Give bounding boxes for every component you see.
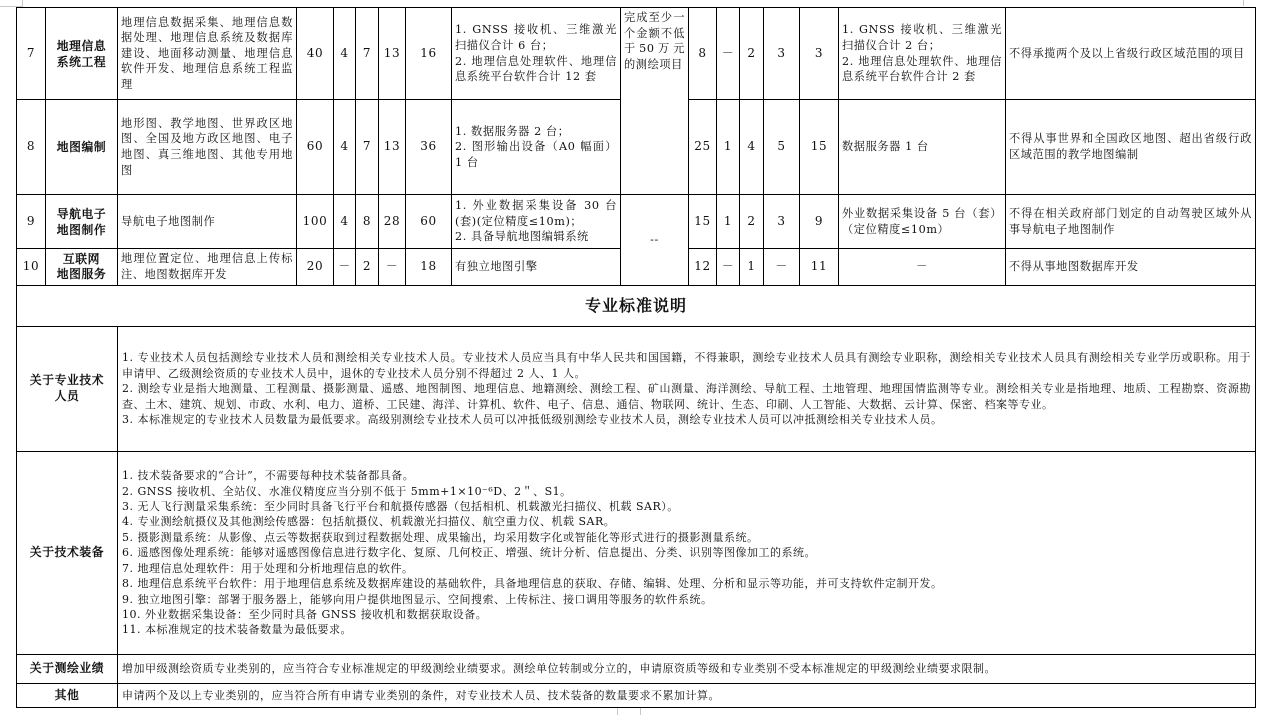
category-line: 地图编制: [56, 140, 107, 154]
note-line: 2. 测绘专业是指大地测量、工程测量、摄影测量、遥感、地图制图、地理信息、地籍测绘、测绘工程、矿山测量、海洋测绘、导航工程、土地管理、地理国情监测等专业。测绘相关专业是指地理、地质、工程勘察、资源勘查、土木、建筑、规划、市政、水利、电力、道桥、工民建、海洋、计算机、软件、电子、信息、通信、物联网、统计、生态、印刷、人工智能、大数据、云计算、保密、档案等专业。: [122, 382, 1251, 411]
note-body-other: 申请两个及以上专业类别的，应当符合所有申请专业类别的条件，对专业技术人员、技术装备的数量要求不累加计算。: [118, 684, 1256, 708]
scope-cell: 地理位置定位、地理信息上传标注、地图数据库开发: [118, 249, 297, 286]
equipment-line: 1. GNSS 接收机、三维激光扫描仪合计 2 台；: [842, 23, 1002, 52]
b-c1: －: [717, 249, 740, 286]
a-c3: －: [379, 249, 406, 286]
equipment-line: 1. GNSS 接收机、三维激光扫描仪合计 6 台；: [455, 23, 617, 52]
a-c4: 18: [406, 249, 452, 286]
note-label-equipment: 关于技术装备: [17, 452, 118, 655]
note-line: 10. 外业数据采集设备：至少同时具备 GNSS 接收机和数据获取设备。: [122, 607, 488, 621]
a-c2: 7: [356, 100, 379, 195]
notes-table: [16, 326, 1256, 708]
section-title: 专业标准说明: [17, 286, 1256, 327]
note-body-equipment: [118, 452, 1256, 655]
note-line: 3. 本标准规定的专业技术人员数量为最低要求。高级别测绘专业技术人员可以冲抵低级别测绘专业技术人员，测绘专业技术人员可以冲抵测绘相关专业技术人员。: [122, 413, 943, 427]
b-total: 8: [689, 8, 717, 100]
a-c4: 60: [406, 195, 452, 249]
a-c2: 8: [356, 195, 379, 249]
note-line: 1. 技术装备要求的“合计”，不需要每种技术装备都具备。: [122, 469, 415, 483]
note-line: 6. 遥感图像处理系统：能够对遥感图像信息进行数字化、复原、几何校正、增强、统计分析、信息提出、分类、识别等图像加工的系统。: [122, 546, 816, 560]
performance-cell: 完成至少一个金额不低于50万元的测绘项目: [621, 8, 689, 195]
note-line: 1. 专业技术人员包括测绘专业技术人员和测绘相关专业技术人员。专业技术人员应当具有中华人民共和国国籍，不得兼职，测绘专业技术人员具有测绘专业职称，测绘相关专业技术人员具有测绘相关专业学历或职称。用于申请甲、乙级测绘资质的专业技术人员中，退休的专业技术人员分别不得超过 2 人、1 人。: [122, 351, 1251, 380]
page-corner-mark: [0, 0, 23, 7]
performance-cell: --: [621, 195, 689, 286]
note-line: 5. 摄影测量系统：从影像、点云等数据获取到过程数据处理、成果输出，均采用数字化或智能化等形式进行的摄影测量系统。: [122, 530, 759, 544]
page-break-mark: [617, 708, 641, 715]
note-label-line: 人员: [54, 388, 80, 403]
category-line: 系统工程: [56, 54, 107, 69]
note-row-performance: [17, 655, 1256, 684]
row-number: 8: [17, 100, 46, 195]
restriction-cell: 不得从事地图数据库开发: [1006, 249, 1256, 286]
note-label-personnel: [17, 327, 118, 452]
b-c4: 3: [800, 8, 839, 100]
a-equipment: [452, 8, 621, 100]
note-label-other: 其他: [17, 684, 118, 708]
scope-cell: 导航电子地图制作: [118, 195, 297, 249]
category-name: [46, 195, 118, 249]
b-equipment: [839, 100, 1006, 195]
note-label-performance: 关于测绘业绩: [17, 655, 118, 684]
equipment-line: 1. 外业数据采集设备 30 台(套)(定位精度≤10m)；: [455, 199, 617, 228]
a-total: 40: [297, 8, 334, 100]
restriction-cell: 不得从事世界和全国政区地图、超出省级行政区域范围的教学地图编制: [1006, 100, 1256, 195]
note-row-equipment: [17, 452, 1256, 655]
equipment-line: 外业数据采集设备 5 台（套）（定位精度≤10m）: [842, 206, 1002, 236]
a-c2: 7: [356, 8, 379, 100]
table-row: [17, 195, 1256, 249]
category-line: 地理信息: [56, 38, 107, 53]
a-c1: 4: [334, 195, 356, 249]
note-line: 9. 独立地图引擎：部署于服务器上，能够向用户提供地图显示、空间搜索、上传标注、接口调用等服务的软件系统。: [122, 592, 713, 606]
section-title-row: [17, 286, 1256, 327]
b-c2: 2: [740, 8, 764, 100]
b-equipment: [839, 249, 1006, 286]
b-c1: －: [717, 8, 740, 100]
b-equipment: [839, 195, 1006, 249]
b-c2: 1: [740, 249, 764, 286]
b-c4: 11: [800, 249, 839, 286]
b-c3: 5: [764, 100, 800, 195]
a-equipment: [452, 195, 621, 249]
equipment-line: 2. 图形输出设备（A0 幅面）1 台: [455, 140, 617, 169]
category-name: [46, 8, 118, 100]
b-c2: 2: [740, 195, 764, 249]
a-c1: 4: [334, 8, 356, 100]
a-total: 20: [297, 249, 334, 286]
note-body-personnel: [118, 327, 1256, 452]
b-c3: 3: [764, 195, 800, 249]
a-c4: 36: [406, 100, 452, 195]
note-row-other: [17, 684, 1256, 708]
b-c4: 15: [800, 100, 839, 195]
page-corner-mark: [1243, 0, 1244, 6]
a-c1: 4: [334, 100, 356, 195]
category-line: 导航电子: [56, 206, 107, 221]
equipment-line: 2. 地理信息处理软件、地理信息系统平台软件合计 12 套: [455, 54, 617, 84]
note-body-performance: 增加甲级测绘资质专业类别的，应当符合专业标准规定的甲级测绘业绩要求。测绘单位转制或分立的，申请原资质等级和专业类别不受本标准规定的甲级测绘业绩要求限制。: [118, 655, 1256, 684]
b-total: 12: [689, 249, 717, 286]
restriction-cell: 不得承揽两个及以上省级行政区域范围的项目: [1006, 8, 1256, 100]
b-c4: 9: [800, 195, 839, 249]
b-equipment: [839, 8, 1006, 100]
row-number: 10: [17, 249, 46, 286]
b-c2: 4: [740, 100, 764, 195]
note-line: 3. 无人飞行测量采集系统：至少同时具备飞行平台和航摄传感器（包括相机、机载激光扫描仪、机载 SAR）。: [122, 500, 679, 514]
equipment-line: 有独立地图引擎: [455, 260, 538, 274]
note-label-line: 关于专业技术: [29, 373, 105, 388]
equipment-line: 2. 地理信息处理软件、地理信息系统平台软件合计 2 套: [842, 54, 1002, 84]
equipment-line: 1. 数据服务器 2 台；: [455, 124, 570, 138]
table-row: [17, 8, 1256, 100]
category-line: 互联网: [62, 252, 101, 266]
category-name: [46, 100, 118, 195]
category-line: 地图服务: [56, 267, 107, 281]
b-total: 25: [689, 100, 717, 195]
a-equipment: [452, 100, 621, 195]
equipment-line: 数据服务器 1 台: [842, 140, 929, 154]
b-c1: 1: [717, 195, 740, 249]
qualification-standard-table: [16, 7, 1256, 327]
b-c3: 3: [764, 8, 800, 100]
category-line: 地图制作: [56, 222, 107, 237]
b-c3: －: [764, 249, 800, 286]
a-total: 100: [297, 195, 334, 249]
note-line: 2. GNSS 接收机、全站仪、水准仪精度应当分别不低于 5mm+1×10⁻⁶D、2＂、S1。: [122, 484, 572, 498]
note-line: 7. 地理信息处理软件：用于处理和分析地理信息的软件。: [122, 561, 414, 575]
equipment-line: 2. 具备导航地图编辑系统: [455, 230, 589, 244]
note-line: 11. 本标准规定的技术装备数量为最低要求。: [122, 623, 352, 637]
row-number: 7: [17, 8, 46, 100]
b-c1: 1: [717, 100, 740, 195]
note-row-personnel: [17, 327, 1256, 452]
b-total: 15: [689, 195, 717, 249]
a-c1: －: [334, 249, 356, 286]
restriction-cell: 不得在相关政府部门划定的自动驾驶区域外从事导航电子地图制作: [1006, 195, 1256, 249]
a-total: 60: [297, 100, 334, 195]
note-line: 4. 专业测绘航摄仪及其他测绘传感器：包括航摄仪、机载激光扫描仪、航空重力仪、机载 SAR。: [122, 515, 616, 529]
scope-cell: 地理信息数据采集、地理信息数据处理、地理信息系统及数据库建设、地面移动测量、地理信息软件开发、地理信息系统工程监理: [118, 8, 297, 100]
category-name: [46, 249, 118, 286]
a-equipment: [452, 249, 621, 286]
note-line: 8. 地理信息系统平台软件：用于地理信息系统及数据库建设的基础软件，具备地理信息的获取、存储、编辑、处理、分析和显示等功能，并可支持软件定制开发。: [122, 577, 943, 591]
row-number: 9: [17, 195, 46, 249]
a-c2: 2: [356, 249, 379, 286]
a-c3: 13: [379, 100, 406, 195]
a-c3: 13: [379, 8, 406, 100]
equipment-line: －: [916, 260, 928, 274]
a-c4: 16: [406, 8, 452, 100]
scope-cell: 地形图、教学地图、世界政区地图、全国及地方政区地图、电子地图、真三维地图、其他专用地图: [118, 100, 297, 195]
a-c3: 28: [379, 195, 406, 249]
